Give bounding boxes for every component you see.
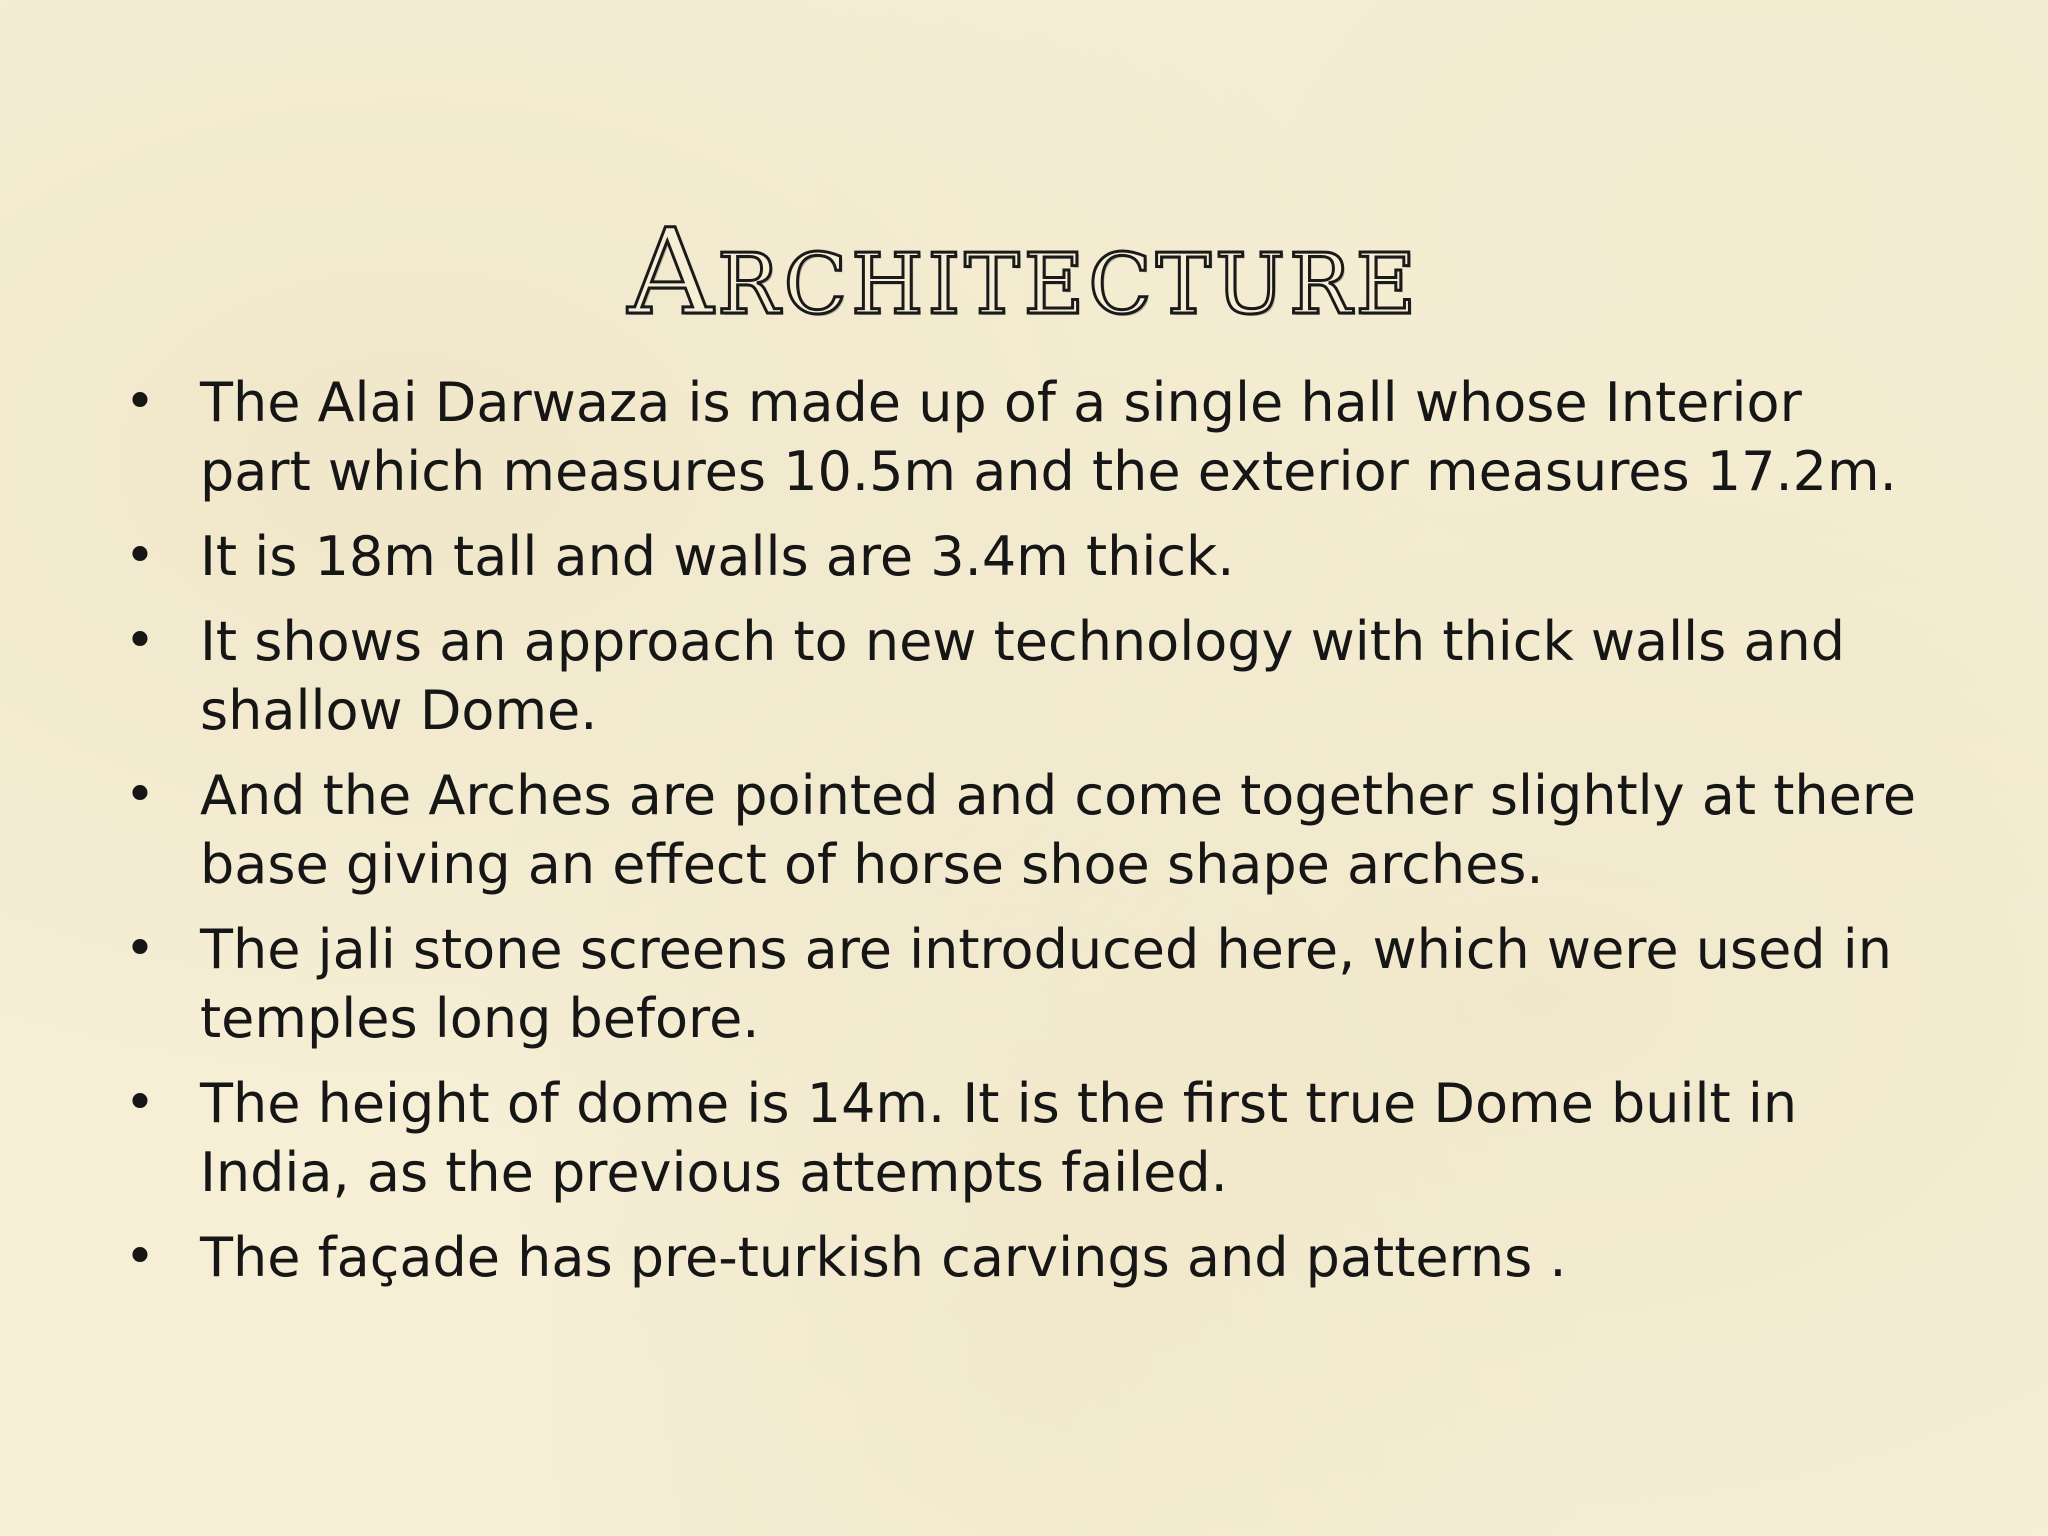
bullet-text: The height of dome is 14m. It is the first true Dome built in India, as the previous attempts failed. xyxy=(200,1072,1798,1204)
bullet-item xyxy=(120,522,1920,591)
bullet-item xyxy=(120,607,1920,745)
bullet-text: The façade has pre-turkish carvings and patterns . xyxy=(200,1226,1567,1289)
bullet-text: And the Arches are pointed and come together slightly at there base giving an effect of horse shoe shape arches. xyxy=(200,764,1917,896)
bullet-dot-icon: • xyxy=(124,919,156,979)
slide-title: Architecture xyxy=(627,203,1421,342)
bullet-item xyxy=(120,1069,1920,1207)
bullet-text: It is 18m tall and walls are 3.4m thick. xyxy=(200,525,1235,588)
bullet-dot-icon: • xyxy=(124,1227,156,1287)
bullet-dot-icon: • xyxy=(124,372,156,432)
bullet-dot-icon: • xyxy=(124,611,156,671)
bullet-dot-icon: • xyxy=(124,526,156,586)
bullet-item xyxy=(120,1223,1920,1292)
bullet-list xyxy=(120,368,1920,1308)
bullet-item xyxy=(120,368,1920,506)
bullet-item xyxy=(120,761,1920,899)
bullet-dot-icon: • xyxy=(124,1073,156,1133)
bullet-item xyxy=(120,915,1920,1053)
bullet-text: The jali stone screens are introduced here, which were used in temples long before. xyxy=(200,918,1892,1050)
bullet-text: The Alai Darwaza is made up of a single hall whose Interior part which measures 10.5m and the exterior measures 17.2m. xyxy=(200,371,1897,503)
bullet-text: It shows an approach to new technology with thick walls and shallow Dome. xyxy=(200,610,1846,742)
bullet-dot-icon: • xyxy=(124,765,156,825)
